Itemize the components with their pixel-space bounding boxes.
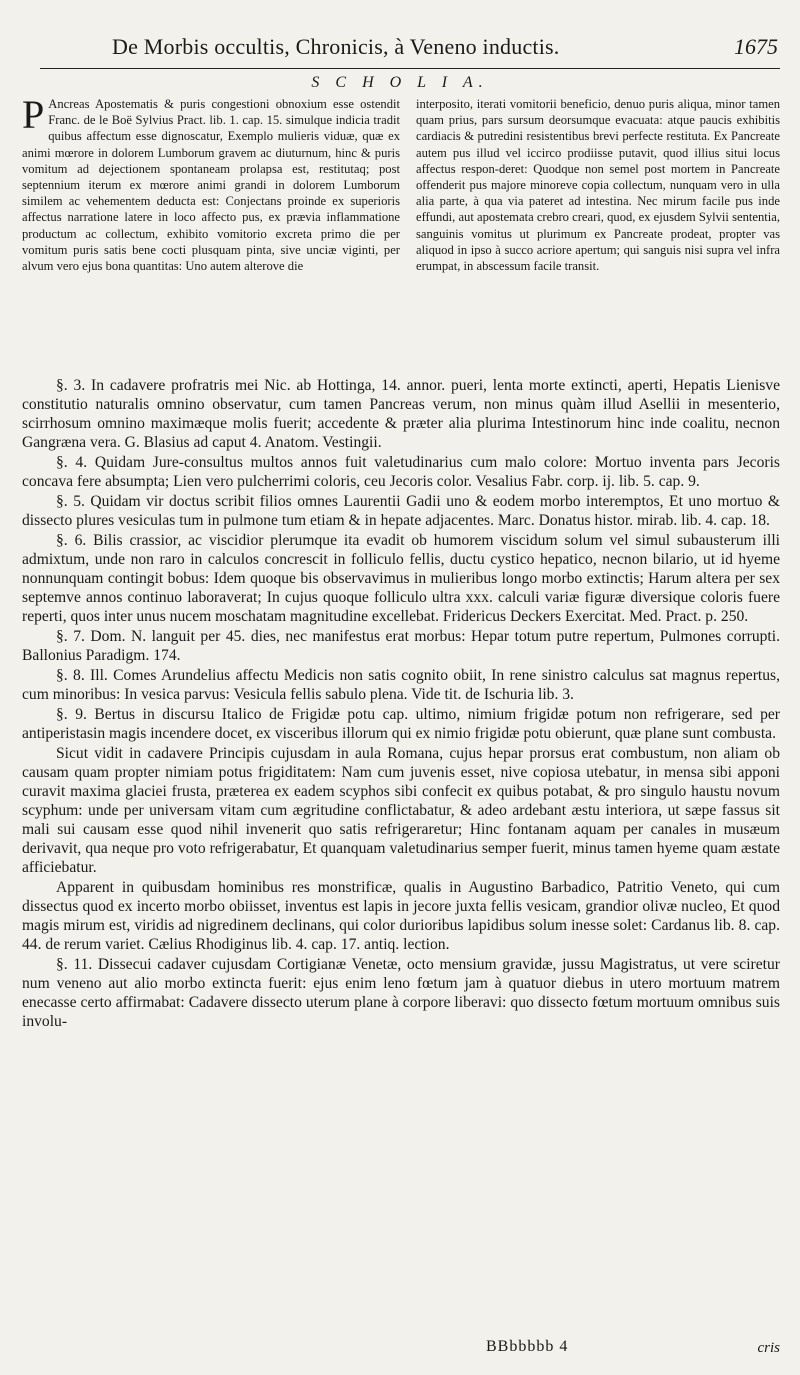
running-header [40,34,780,69]
paragraph: §. 4. Quidam Jure-consultus multos annos fuit valetudinarius cum malo colore: Mortuo inventa pars Jecoris concava fere absumpta; Lien vero pulcherrimi coloris, ceu Jecoris color. Vesalius Fabr. corp. ij. lib. 5. cap. 9. [22,454,780,490]
page-number: 1675 [734,34,778,59]
paragraph: Apparent in quibusdam hominibus res monstrificæ, qualis in Augustino Barbadico, Patritio Veneto, qui cum dissectus quod ex incerto morbo obiisset, inventus est lapis in jecore juxta fellis vesicam, grandior olivæ nucleo, Et quod magis mirum est, viridis ad nigredinem declinans, qui color durioribus lapidibus solum inesse solet: Cardanus lib. 8. cap. 44. de rerum variet. Cælius Rhodiginus lib. 4. cap. 17. antiq. lection. [22,879,780,953]
paragraph: §. 11. Dissecui cadaver cujusdam Cortigianæ Venetæ, octo mensium gravidæ, jussu Magistratus, ut vere sciretur num veneno aut alio morbo extincta fuerit: ejus enim leno fœtum jam à quatuor diebus in utero mortuum matrem enecasse certo affirmabat: Cadavere dissecto uterum plane à corpore liberavi: quo dissecto fœtum mortuum omnibus suis involu- [22,956,780,1030]
scholia-right-column [416,96,780,274]
paragraph: §. 3. In cadavere profratris mei Nic. ab Hottinga, 14. annor. pueri, lenta morte extincti, aperti, Hepatis Lienisve constitutio naturalis omnino observatur, cum tamen Pancreas verum, non minus quàm illud Asellii in mesenterio, scirrhosum omnino maximæque molis fuerit; accedente & præter alia plurima Intestinorum hinc inde coalitu, necnon Gangræna vera. G. Blasius ad caput 4. Anatom. Vestingii. [22,377,780,451]
scholia-right-text: interposito, iterati vomitorii beneficio, denuo puris aliqua, minor tamen quam prius, pars sursum deorsumque evacuata: atque paucis exhibitis cardiacis & putredini resistentibus brevi perfecte restituta. Ex Pancreate autem pus illud vel iccirco prodiisse putavit, quod illius situi locus affectus respon-deret: Quodque non semel post mortem in Pancreate offenderit pus majore minoreve copia collectum, nunquam vero in ulla alia parte, à qua via pateret ad intestina. Nec mirum facile pus inde effundi, aut apostemata crebro creari, quod, ex ejusdem Sylvii sententia, sanguinis vomitus ut plurimum ex Pancreate prodeat, propter vas aliquod in ipso à succo acriore apertum; qui sanguis nisi supra vel infra erumpat, in abscessum facile transit. [416,97,780,274]
paragraph: §. 7. Dom. N. languit per 45. dies, nec manifestus erat morbus: Hepar totum putre repertum, Pulmones corrupti. Ballonius Paradigm. 174. [22,628,780,664]
paragraph: Sicut vidit in cadavere Principis cujusdam in aula Romana, cujus hepar prorsus erat combustum, non aliam ob causam quam propter nimiam potus frigiditatem: Nam cum juvenis esset, nive copiosa utebatur, in mensa sibi apponi curavit maxima glaciei frusta, præterea ex eadem scyphos sibi confecit ex quibus potabat, & pro singulo haustu novum scyphum: unde per universam vitam cum ægritudine conflictabatur, & adeo ardebant æstu interiora, ut sæpe fassus sit mali sui causam esse quod nihil invenerit quo satis refrigeraretur; Hinc fontanam aquam per canales in musæum derivavit, qua neque pro voto refrigerabatur, Et quanquam valetudinarius semper fuerit, minus tamen hyeme quam æstate afficiebatur. [22,745,780,876]
scholia-left-text: Ancreas Apostematis & puris congestioni obnoxium esse ostendit Franc. de le Boë Sylvius Pract. lib. 1. cap. 15. simulque indicia tradit quibus affectum esse dignoscatur, Exemplo mulieris viduæ, quæ ex animi mœrore in dolorem Lumborum gravem ac diuturnum, hinc & puris vomitum ad dejectionem spontaneam prolapsa est, restitutaq; post septennium iterum ex mœrore animi grandi in dolorem Lumborum similem ac vehementem deducta est: Conjectans proinde ex superioris affectus narratione latere in loco affecto pus, ex prævia inflammatione productum ac collectum, exhibito vomitorio excreta primo die per vomitum puris satis bene cocti plusquam pinta, sive unciæ viginti, per alvum vero ejus bona quantitas: Uno autem alterove die [22,97,400,274]
running-title: De Morbis occultis, Chronicis, à Veneno inductis. [112,34,560,59]
paragraph: §. 8. Ill. Comes Arundelius affectu Medicis non satis cognito obiit, In rene sinistro calculus sat magnus repertus, cum minoribus: In vesica parvus: Vesicula fellis sabulo plena. Vide tit. de Ischuria lib. 3. [22,667,780,703]
paragraph: §. 5. Quidam vir doctus scribit filios omnes Laurentii Gadii uno & eodem morbo interemptos, Et uno mortuo & dissecto plures vesiculas tum in pulmone tum etiam & in hepate adjacentes. Marc. Donatus histor. mirab. lib. 4. cap. 18. [22,493,780,529]
drop-cap: P [22,92,45,137]
scholia-left-column [22,92,400,274]
paragraph: §. 6. Bilis crassior, ac viscidior plerumque ita evadit ob humorem viscidum solum vel simul subausterum illi admixtum, unde non raro in calculos concrescit in folliculo fellis, ductu cystico hepatico, necnon bilario, ut id hyeme nonnunquam contingit bobus: Idem quoque bis observavimus in mulieribus longo morbo extinctis; Harum altera per sex septemve annos continuo laboraverat; In cujus quoque folliculo ultra xxx. calculi variæ figuræ diversique coloris fuere reperti, quos inter unus nucem moschatam magnitudine excellebat. Fridericus Deckers Exercitat. Med. Pract. p. 250. [22,532,780,625]
signature-mark: BBbbbbb 4 [486,1338,569,1355]
catchword: cris [757,1340,780,1356]
main-text [22,376,780,1031]
paragraph: §. 9. Bertus in discursu Italico de Frigidæ potu cap. ultimo, nimium frigidæ potum non refrigerare, sed per antiperistasin magis incendere docet, ex visceribus illorum qui ex nimio frigidæ potu obierunt, quæ plane sunt combusta. [22,706,780,742]
section-title: S C H O L I A. [311,74,489,91]
